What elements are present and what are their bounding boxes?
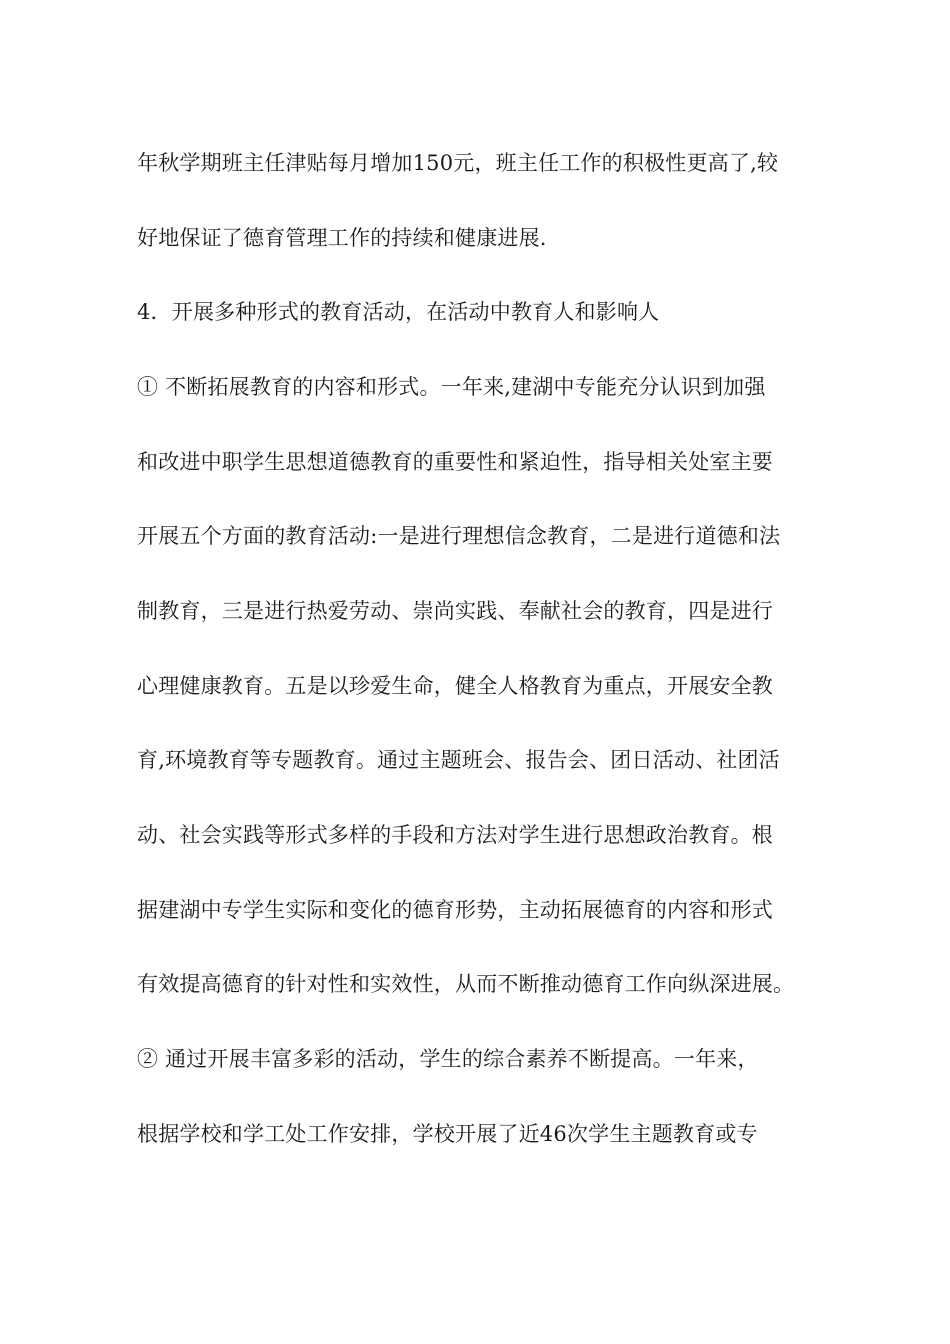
paragraph-line: 制教育，三是进行热爱劳动、崇尚实践、奉献社会的教育，四是进行: [137, 599, 773, 623]
paragraph-line: 年秋学期班主任津贴每月增加150元，班主任工作的积极性更高了,较: [137, 151, 779, 175]
paragraph-line: 和改进中职学生思想道德教育的重要性和紧迫性，指导相关处室主要: [137, 450, 773, 474]
section-heading: 4．开展多种形式的教育活动，在活动中教育人和影响人: [137, 300, 660, 324]
paragraph-line: 据建湖中专学生实际和变化的德育形势，主动拓展德育的内容和形式: [137, 898, 773, 922]
paragraph-line: 育,环境教育等专题教育。通过主题班会、报告会、团日活动、社团活: [137, 748, 780, 772]
paragraph-line: 好地保证了德育管理工作的持续和健康进展.: [137, 226, 547, 250]
paragraph-line: 动、社会实践等形式多样的手段和方法对学生进行思想政治教育。根: [137, 823, 773, 847]
paragraph-line: 开展五个方面的教育活动:一是进行理想信念教育，二是进行道德和法: [137, 524, 781, 548]
paragraph-line: 心理健康教育。五是以珍爱生命，健全人格教育为重点，开展安全教: [137, 674, 773, 698]
paragraph-line: 根据学校和学工处工作安排，学校开展了近46次学生主题教育或专: [137, 1122, 758, 1146]
paragraph-line: 有效提高德育的针对性和实效性，从而不断推动德育工作向纵深进展。: [137, 972, 795, 996]
paragraph-line: ② 通过开展丰富多彩的活动，学生的综合素养不断提高。一年来，: [137, 1047, 759, 1071]
paragraph-line: ① 不断拓展教育的内容和形式。一年来,建湖中专能充分认识到加强: [137, 375, 766, 399]
